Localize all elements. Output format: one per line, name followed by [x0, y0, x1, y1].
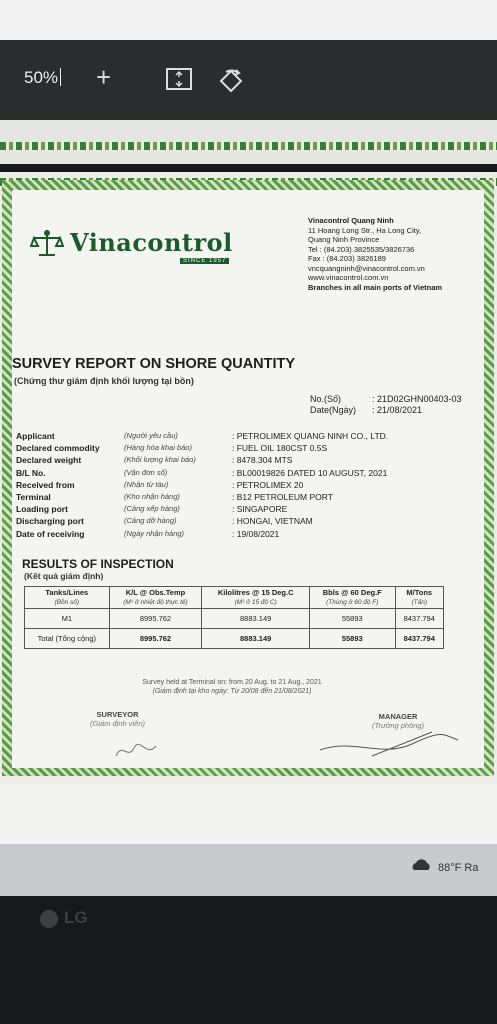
- field-label: Loading port: [16, 504, 68, 515]
- viewer-toolbar: [0, 40, 497, 120]
- survey-note-en: Survey held at Terminal on: from 20 Aug. to 21 Aug., 2021: [142, 679, 322, 686]
- table-cell: 8883.149: [202, 629, 310, 649]
- rotate-icon[interactable]: [218, 68, 244, 100]
- field-label: Date of receiving: [16, 528, 85, 539]
- lg-logo-icon: [40, 910, 58, 928]
- field-label: Applicant: [16, 431, 55, 441]
- table-cell: M1: [25, 609, 110, 629]
- survey-note-vn: (Giám định tại kho ngày: Từ 20/08 đến 21/08/2021): [152, 688, 312, 695]
- vinacontrol-logo-icon: [30, 228, 64, 258]
- field-value: : BL00019826 DATED 10 AUGUST, 2021: [232, 467, 388, 478]
- fax: Fax : (84.203) 3826189: [308, 254, 386, 263]
- field-label: Received from: [16, 479, 75, 490]
- field-value: : HONGAI, VIETNAM: [232, 516, 313, 527]
- company-name: Vinacontrol Quang Ninh: [308, 216, 394, 225]
- column-header: Tanks/Lines (Bồn số): [25, 587, 110, 609]
- plus-icon[interactable]: +: [96, 62, 112, 92]
- table-cell: Total (Tổng cộng): [25, 629, 110, 649]
- field-vn: (Ngày nhận hàng): [124, 528, 185, 538]
- zoom-level[interactable]: 50%: [24, 68, 59, 87]
- field-label: Discharging port: [16, 516, 85, 527]
- field-label: Declared weight: [16, 455, 82, 466]
- table-cell: 8995.762: [109, 629, 202, 649]
- field-value: : FUEL OIL 180CST 0.5S: [232, 443, 328, 454]
- weather-widget[interactable]: 88°F Ra: [438, 862, 479, 874]
- inspection-table: [24, 586, 444, 649]
- monitor-top-bezel: [0, 0, 497, 40]
- report-title: SURVEY REPORT ON SHORE QUANTITY: [12, 356, 296, 372]
- field-vn: (Khối lượng khai báo): [124, 455, 196, 465]
- green-border-strip: [0, 142, 497, 150]
- field-value: : B12 PETROLEUM PORT: [232, 491, 333, 502]
- table-cell: 8995.762: [109, 609, 202, 629]
- manager-signature: [312, 728, 462, 764]
- field-vn: (Cảng xếp hàng): [124, 504, 180, 514]
- company-address: [308, 216, 442, 292]
- surveyor-label: SURVEYOR: [96, 710, 139, 719]
- date-value: : 21/08/2021: [372, 405, 423, 415]
- address-line: Quang Ninh Province: [308, 235, 380, 244]
- no-value: : 21D02GHN00403-03: [372, 394, 462, 404]
- company-logo-text: Vinacontrol: [70, 228, 233, 257]
- field-vn: (Kho nhận hàng): [124, 491, 180, 501]
- column-header: Bbls @ 60 Deg.F (Thùng ở 60 độ F): [310, 587, 395, 609]
- table-header-row: [25, 587, 444, 609]
- column-header: K/L @ Obs.Temp (M³ ở nhiệt độ thực tế): [109, 587, 202, 609]
- table-cell: 8437.794: [395, 629, 444, 649]
- branches: Branches in all main ports of Vietnam: [308, 282, 443, 292]
- results-title: RESULTS OF INSPECTION: [22, 557, 174, 571]
- email: vncquangninh@vinacontrol.com.vn: [308, 263, 425, 273]
- previous-page-bottom: [0, 120, 497, 164]
- survey-note: [122, 678, 342, 696]
- table-cell: 8437.794: [395, 609, 444, 629]
- no-label: No.(Số): [310, 394, 342, 404]
- field-label: B/L No.: [16, 467, 46, 478]
- column-header: M/Tons (Tấn): [395, 587, 444, 609]
- monitor-brand: LG: [64, 908, 88, 927]
- report-subtitle: (Chứng thư giám định khối lượng tại bồn): [14, 376, 194, 386]
- table-cell: 55893: [310, 609, 395, 629]
- document-page: [0, 172, 497, 784]
- field-vn: (Cảng dỡ hàng): [124, 516, 177, 526]
- table-cell: 55893: [310, 629, 395, 649]
- field-label: Declared commodity: [16, 443, 100, 454]
- address-line: 11 Hoang Long Str., Ha Long City,: [308, 225, 422, 235]
- tel: Tel : (84.203) 3825535/3826736: [308, 244, 415, 254]
- certificate-body: [12, 190, 484, 768]
- table-cell: 8883.149: [202, 609, 310, 629]
- field-label: Terminal: [16, 491, 51, 502]
- since-badge: SINCE 1957: [180, 258, 229, 264]
- fit-page-icon[interactable]: [166, 68, 192, 96]
- field-value: : PETROLIMEX QUANG NINH CO., LTD.: [232, 431, 389, 441]
- field-vn: (Vận đơn số): [124, 467, 168, 477]
- desktop-background: [0, 784, 497, 844]
- table-row: [25, 609, 444, 629]
- column-header: Kilolitres @ 15 Deg.C (M³ ở 15 độ C): [202, 587, 310, 609]
- manager-vn: (Trưởng phòng): [372, 721, 425, 730]
- surveyor-vn: (Giám định viên): [90, 719, 146, 728]
- surveyor-signature-block: [90, 710, 145, 728]
- manager-label: MANAGER: [378, 712, 418, 721]
- field-value: : PETROLIMEX 20: [232, 479, 304, 490]
- table-total-row: [25, 629, 444, 649]
- cloud-icon: [410, 858, 432, 872]
- surveyor-signature: [112, 738, 162, 762]
- field-vn: (Người yêu cầu): [124, 431, 178, 440]
- field-value: : 8478.304 MTS: [232, 455, 293, 466]
- website: www.vinacontrol.com.vn: [308, 273, 389, 282]
- field-vn: (Hàng hóa khai báo): [124, 443, 192, 453]
- report-number-block: [310, 394, 462, 416]
- text-cursor: [60, 68, 61, 86]
- field-vn: (Nhận từ tàu): [124, 479, 169, 489]
- date-label: Date(Ngày): [310, 405, 357, 415]
- field-value: : 19/08/2021: [232, 528, 280, 539]
- results-subtitle: (Kết quả giám định): [24, 571, 104, 581]
- field-value: : SINGAPORE: [232, 504, 288, 515]
- taskbar: [0, 844, 497, 896]
